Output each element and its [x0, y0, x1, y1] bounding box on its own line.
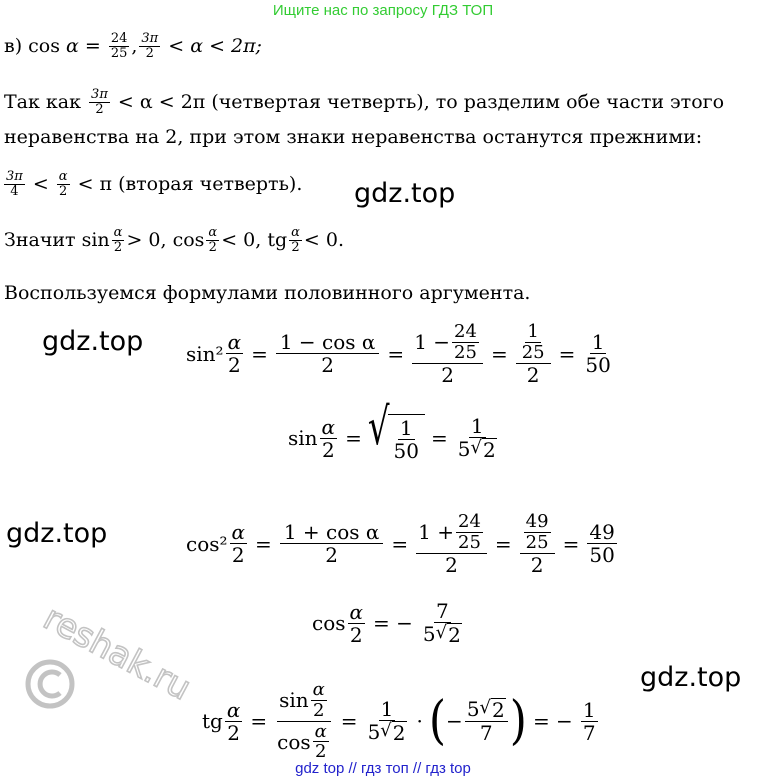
- f3-frac-1: $\frac{\text{1 + cos α}}{2}$: [280, 521, 384, 566]
- watermark-gdz-4: gdz.top: [640, 662, 742, 693]
- para3-lead: Значит sin: [4, 229, 110, 252]
- reshak-watermark: [10, 597, 198, 722]
- para3-frac-tg: α 2: [291, 225, 300, 256]
- task-comma: ,: [131, 35, 138, 58]
- f2-sqrt: √ 1 50: [368, 414, 425, 462]
- para1-frac-3pi-2: 3π 2: [91, 87, 108, 118]
- f4-alpha-2: $\frac{\alpha}{2}$: [349, 599, 364, 647]
- para1-tail: < α < 2π (четвертая четверть), то разделим обе части этого: [117, 91, 725, 114]
- f5-root-over-7: 5 √ 2 7: [465, 698, 508, 744]
- watermark-gdz-1: gdz.top: [354, 178, 456, 209]
- task-label: в): [4, 35, 23, 58]
- f1-frac-result: $\frac{1}{50}$: [585, 330, 611, 378]
- para1-lead: Так как: [4, 91, 81, 114]
- reshak-text: reshak.ru: [36, 597, 198, 709]
- task-frac-24-25: $\frac{24}{25}$: [110, 31, 128, 62]
- formula-cos: cos $\frac{\alpha}{2}$ = − 7 5 √ 2: [312, 600, 466, 646]
- f1-frac-3: $\frac{\frac{1}{25}}{2}$: [516, 322, 551, 386]
- para2-frac-alpha-2: α 2: [58, 169, 68, 200]
- para3-line: [4, 226, 344, 256]
- f2-lhs: sin: [288, 426, 318, 450]
- f2-alpha-2: $\frac{\alpha}{2}$: [321, 414, 336, 462]
- para3-p2: < 0, tg: [221, 229, 288, 252]
- para2-lt: <: [32, 173, 49, 196]
- f5-sin-over-cos: sin α 2 cos α 2: [275, 680, 333, 762]
- para4-line: Воспользуемся формулами половинного аргумента.: [4, 282, 531, 304]
- f5-paren-left: (: [428, 689, 447, 752]
- f1-alpha-2: $\frac{\alpha}{2}$: [227, 330, 242, 378]
- para2-line: [2, 170, 302, 200]
- f3-frac-result: $\frac{49}{50}$: [589, 520, 615, 568]
- f3-frac-2: 1 + $\frac{24}{25}$ 2: [416, 512, 487, 576]
- formula-sin: sin $\frac{\alpha}{2}$ = √ 1 50 = 1 5 √ 2: [288, 414, 501, 462]
- task-eq: =: [84, 35, 101, 58]
- f5-paren-right: ): [509, 689, 527, 752]
- task-alpha: α: [66, 35, 79, 58]
- task-frac-3pi-2: 3π 2: [141, 31, 159, 62]
- f3-frac-3: $\frac{\frac{49}{25}}{2}$: [520, 512, 555, 576]
- f2-result: 1 5 √ 2: [457, 414, 496, 462]
- f1-frac-2: 1 − $\frac{24}{25}$ 2: [412, 322, 483, 386]
- para2-frac-3pi-4: 3π 4: [6, 169, 23, 200]
- f5-one-over: 1 5 √ 2: [367, 697, 406, 746]
- watermark-gdz-2: gdz.top: [42, 326, 144, 357]
- task-ineq: < α <: [168, 35, 225, 58]
- formula-sin2: sin² $\frac{\alpha}{2}$ = $\frac{\text{1 − cos α}}{2}$ = 1 − $\frac{24}{25}$ 2 = $\frac{\frac{1}{25}}{2}$ = $\frac{1}{50}$: [186, 321, 611, 387]
- f5-alpha-2: $\frac{\alpha}{2}$: [226, 697, 241, 745]
- task-cos: cos: [28, 35, 60, 58]
- f5-lhs: tg: [202, 709, 223, 734]
- f5-result: $\frac{1}{7}$: [582, 697, 596, 745]
- task-line: [4, 32, 262, 62]
- f1-frac-1: $\frac{\text{1 − cos α}}{2}$: [276, 331, 380, 376]
- f3-lhs: cos²: [186, 531, 228, 556]
- para1-line1: [4, 88, 724, 118]
- formula-tg: tg $\frac{\alpha}{2}$ = sin α 2 cos α 2 = 1 5 √ 2 · ( − 5 √ 2 7 ) = − $\frac{1}{7}$: [202, 679, 596, 763]
- f4-result: 7 5 √ 2: [422, 599, 461, 647]
- task-2pi: 2π;: [230, 35, 262, 58]
- formula-cos2: cos² $\frac{\alpha}{2}$ = $\frac{\text{1 + cos α}}{2}$ = 1 + $\frac{24}{25}$ 2 = $\frac{\frac{49}{25}}{2}$ = $\frac{49}{50}$: [186, 511, 615, 577]
- footer-links: gdz top // гдз топ // гдз top: [295, 760, 471, 777]
- reshak-copyright-icon: [10, 597, 198, 722]
- para3-frac-cos: α 2: [208, 225, 218, 256]
- f3-alpha-2: $\frac{\alpha}{2}$: [231, 520, 246, 568]
- para3-p1: > 0, cos: [126, 229, 205, 252]
- watermark-gdz-3: gdz.top: [6, 518, 108, 549]
- f1-lhs: sin²: [186, 341, 224, 366]
- para3-frac-sin: α 2: [113, 225, 123, 256]
- para1-line2: неравенства на 2, при этом знаки неравенства останутся прежними:: [4, 126, 703, 148]
- para3-p3: < 0.: [303, 229, 345, 252]
- para2-tail: < π (вторая четверть).: [77, 173, 303, 196]
- f4-lhs: cos: [312, 611, 346, 635]
- search-banner: Ищите нас по запросу ГДЗ ТОП: [272, 2, 494, 19]
